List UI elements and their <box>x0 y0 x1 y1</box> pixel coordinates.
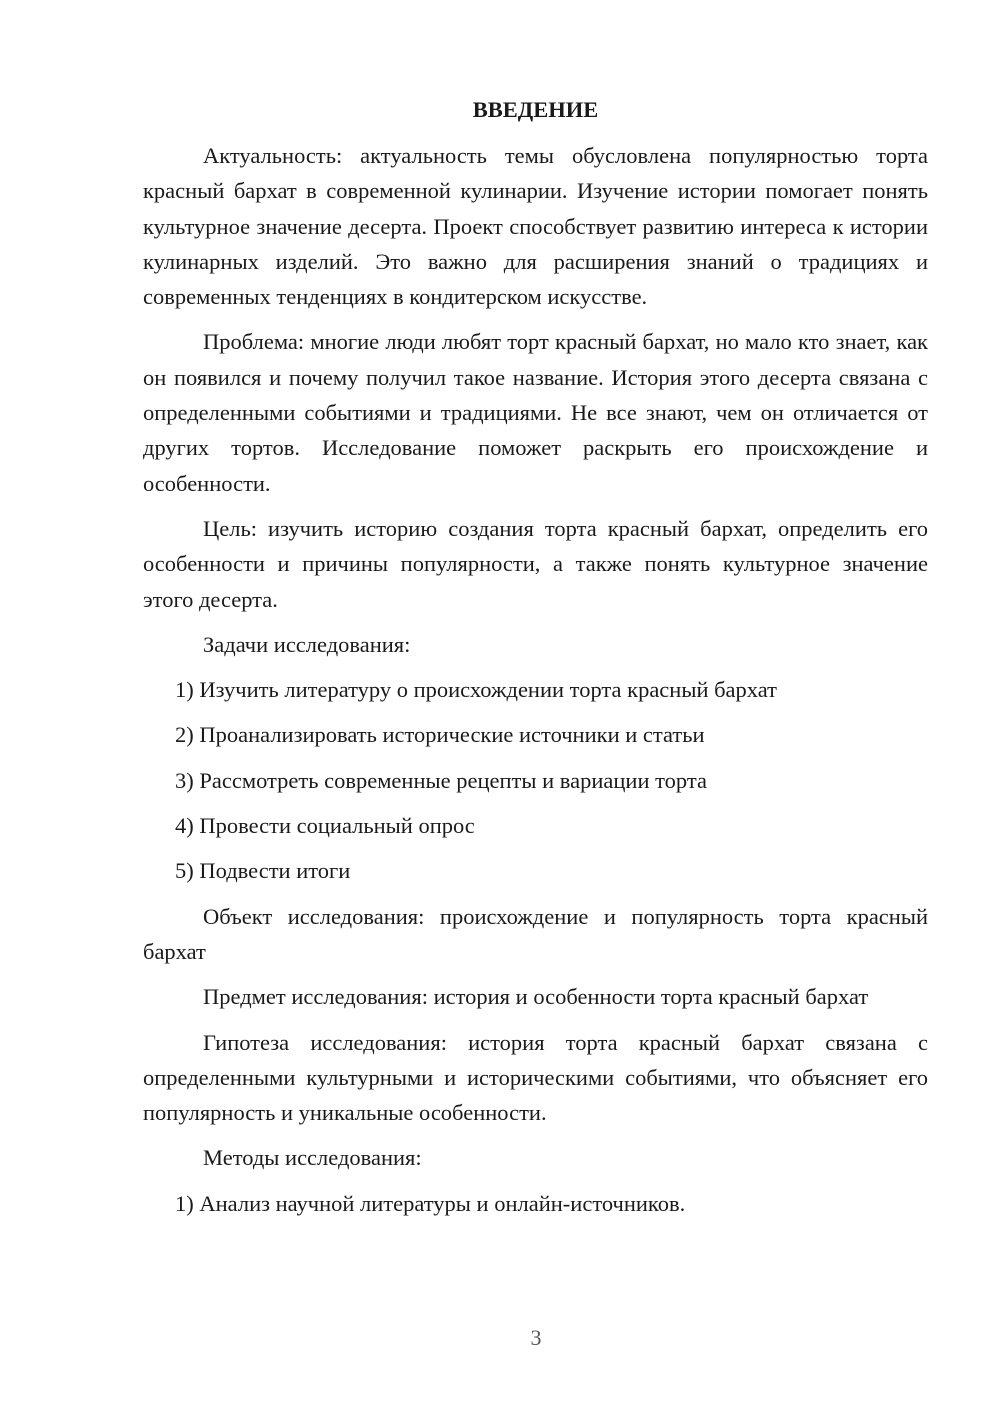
goal-paragraph: Цель: изучить историю создания торта красный бархат, определить его особенности и причины популярности, а также понять культурное значение этого десерта. <box>143 515 928 612</box>
task-item: 4) Провести социальный опрос <box>175 813 475 839</box>
subject-paragraph: Предмет исследования: история и особенности торта красный бархат <box>203 984 869 1010</box>
problem-paragraph: Проблема: многие люди любят торт красный бархат, но мало кто знает, как он появился и почему получил такое название. История этого десерта связана с определенными событиями и традициями. Не все знают, чем он отличается от других тортов. Исследование поможет раскрыть его происхождение и особенности. <box>143 329 928 496</box>
methods-heading: Методы исследования: <box>203 1145 422 1171</box>
tasks-heading: Задачи исследования: <box>203 631 411 657</box>
relevance-paragraph: Актуальность: актуальность темы обусловлена популярностью торта красный бархат в современной кулинарии. Изучение истории помогает понять культурное значение десерта. Проект способствует развитию интереса к истории кулинарных изделий. Это важно для расширения знаний о традициях и современных тенденциях в кондитерском искусстве. <box>143 143 928 310</box>
object-paragraph: Объект исследования: происхождение и популярность торта красный бархат <box>143 903 928 964</box>
page-number: 3 <box>530 1325 542 1350</box>
task-item: 1) Изучить литературу о происхождении торта красный бархат <box>175 677 777 703</box>
method-item: 1) Анализ научной литературы и онлайн-источников. <box>175 1190 686 1216</box>
task-item: 3) Рассмотреть современные рецепты и вариации торта <box>175 767 707 793</box>
hypothesis-paragraph: Гипотеза исследования: история торта красный бархат связана с определенными культурными и историческими событиями, что объясняет его популярность и уникальные особенности. <box>143 1029 928 1126</box>
page-content <box>143 92 928 1231</box>
section-title: ВВЕДЕНИЕ <box>472 97 599 122</box>
task-item: 2) Проанализировать исторические источники и статьи <box>175 722 705 748</box>
task-item: 5) Подвести итоги <box>175 858 351 884</box>
